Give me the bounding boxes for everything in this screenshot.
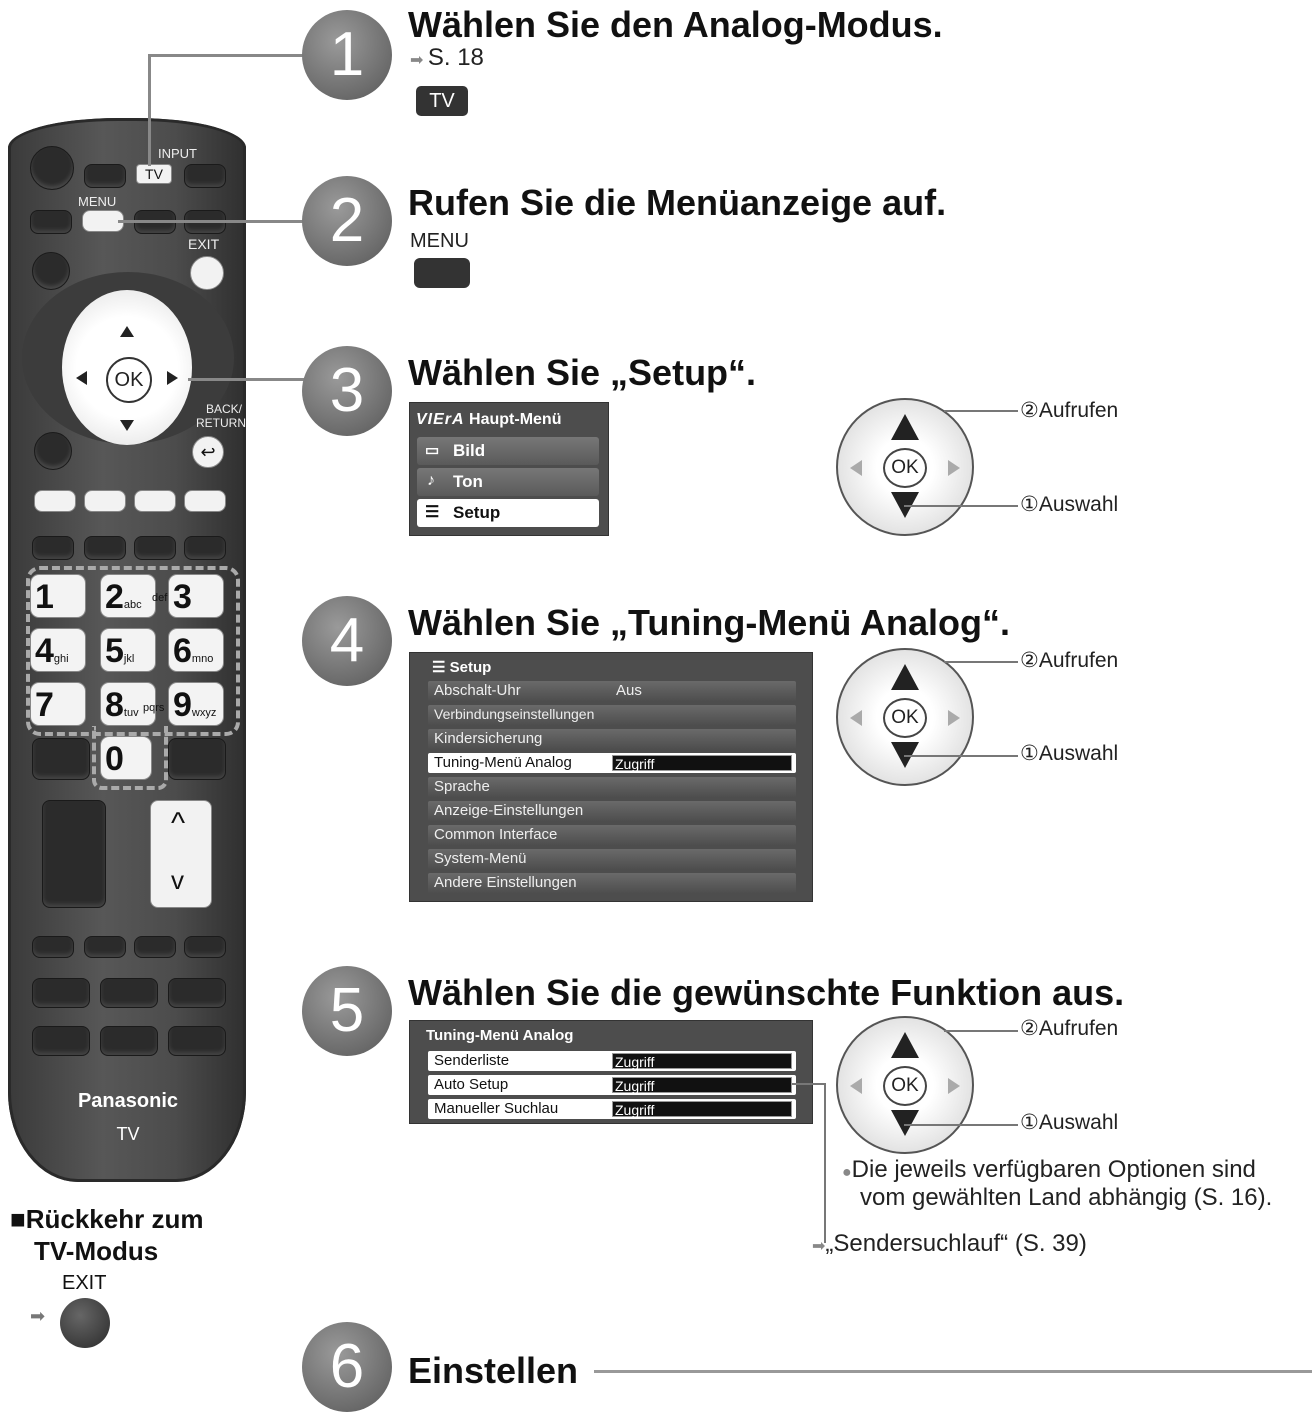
setup-row-selected[interactable]: Tuning-Menü Analog Zugriff [428, 753, 796, 773]
nav-down-icon [120, 420, 134, 431]
setup-row[interactable]: Verbindungseinstellungen [428, 705, 796, 725]
menu-item-ton[interactable]: ♪ Ton [417, 468, 599, 496]
menu-label: MENU [78, 194, 117, 209]
auswahl-label: ①Auswahl [1020, 742, 1119, 765]
ok-icon: OK [883, 1066, 927, 1106]
remote-button[interactable] [84, 936, 126, 958]
list-icon: ☰ [432, 659, 446, 676]
arrow-icon: ➡ [410, 52, 428, 69]
list-icon: ☰ [425, 504, 440, 521]
left-arrow-icon [850, 710, 862, 726]
color-key[interactable] [184, 490, 226, 512]
tuning-row[interactable]: Manueller Suchlau Zugriff [428, 1099, 796, 1119]
ok-icon: OK [883, 698, 927, 738]
remote-button[interactable] [32, 1026, 90, 1056]
input-label: INPUT [158, 146, 197, 161]
remote-button[interactable] [134, 936, 176, 958]
music-note-icon: ♪ [427, 472, 435, 489]
nav-up-icon [120, 326, 134, 337]
callout-line [944, 661, 1018, 663]
setup-row[interactable]: Abschalt-Uhr Aus [428, 681, 796, 701]
right-arrow-icon [948, 710, 960, 726]
setup-menu-panel [409, 652, 813, 902]
tuning-menu-panel [409, 1020, 813, 1124]
callout-line [792, 1083, 826, 1085]
nav-right-icon [167, 371, 178, 385]
step-4-badge: 4 [302, 596, 392, 686]
return-heading-2: TV-Modus [34, 1236, 159, 1266]
left-arrow-icon [850, 460, 862, 476]
arrow-icon: ➡ [30, 1306, 46, 1326]
callout-line [188, 378, 308, 381]
main-menu-title: VIErA Haupt-Menü [416, 411, 562, 428]
arrow-icon: ➡ [812, 1238, 826, 1255]
remote-button[interactable] [32, 978, 90, 1008]
step-3-heading: Wählen Sie „Setup“. [408, 352, 757, 393]
setup-menu-title: ☰ Setup [432, 659, 492, 676]
right-arrow-icon [948, 1078, 960, 1094]
right-arrow-icon [948, 460, 960, 476]
step-3-badge: 3 [302, 346, 392, 436]
callout-line [944, 1030, 1018, 1032]
key-0[interactable]: 0 [100, 736, 152, 780]
brand-logo: Panasonic [77, 1090, 179, 1112]
step-1-ref: ➡ S. 18 [410, 44, 484, 71]
back-label: BACK/ [206, 402, 243, 416]
callout-line [148, 54, 308, 57]
screen-icon: ▭ [425, 442, 440, 459]
return-heading: ■Rückkehr zum [10, 1204, 204, 1234]
remote-button[interactable] [134, 536, 176, 560]
power-button[interactable] [30, 146, 74, 190]
menu-caption: MENU [410, 230, 469, 252]
remote-button[interactable] [184, 536, 226, 560]
exit-caption: EXIT [62, 1272, 107, 1294]
down-arrow-icon [891, 1110, 919, 1136]
dpad-diagram [836, 1016, 974, 1154]
callout-line [904, 505, 1018, 507]
remote-button[interactable] [168, 1026, 226, 1056]
key-4[interactable]: 4ghi [30, 628, 86, 672]
model-label: TV [116, 1124, 140, 1144]
step-5-badge: 5 [302, 966, 392, 1056]
remote-button[interactable] [168, 978, 226, 1008]
up-arrow-icon [891, 1032, 919, 1058]
key-1[interactable]: 1 [30, 574, 86, 618]
up-arrow-icon [891, 664, 919, 690]
setup-row[interactable]: Sprache [428, 777, 796, 797]
remote-button[interactable] [32, 936, 74, 958]
note-line-1: ●Die jeweils verfügbaren Optionen sind [842, 1156, 1256, 1183]
volume-rocker[interactable] [42, 800, 106, 908]
step-1-heading: Wählen Sie den Analog-Modus. [408, 4, 943, 45]
step-2-heading: Rufen Sie die Menüanzeige auf. [408, 182, 947, 223]
nav-left-icon [76, 371, 87, 385]
return-label: RETURN [196, 416, 246, 430]
key-9[interactable]: 9wxyz [168, 682, 224, 726]
bullet-icon: ● [842, 1164, 852, 1181]
key-3-sub: def [152, 592, 168, 604]
step-5-heading: Wählen Sie die gewünschte Funktion aus. [408, 972, 1125, 1013]
remote-button[interactable] [100, 1026, 158, 1056]
setup-row[interactable]: Anzeige-Einstellungen [428, 801, 796, 821]
remote-button[interactable] [168, 738, 226, 780]
key-8[interactable]: 8tuv [100, 682, 156, 726]
note-line-2: vom gewählten Land abhängig (S. 16). [860, 1184, 1273, 1211]
channel-up-icon[interactable]: ^ [171, 807, 186, 840]
remote-button[interactable] [34, 432, 72, 470]
step-1-badge: 1 [302, 10, 392, 100]
callout-line [118, 220, 308, 223]
step-6-heading: Einstellen [408, 1350, 579, 1391]
dpad-diagram [836, 398, 974, 536]
remote-button[interactable] [32, 536, 74, 560]
tv-button-icon: TV [416, 86, 468, 116]
tuning-row[interactable]: Auto Setup Zugriff [428, 1075, 796, 1095]
return-icon[interactable]: ↩ [192, 436, 224, 468]
tv-button[interactable]: TV [136, 164, 172, 184]
main-menu-panel [409, 402, 609, 536]
sendersuchlauf-ref: ➡„Sendersuchlauf“ (S. 39) [812, 1230, 1087, 1257]
setup-row[interactable]: Common Interface [428, 825, 796, 845]
tuning-row[interactable]: Senderliste Zugriff [428, 1051, 796, 1071]
auswahl-label: ①Auswahl [1020, 1111, 1119, 1134]
setup-row[interactable]: Kindersicherung [428, 729, 796, 749]
setup-row[interactable]: Andere Einstellungen [428, 873, 796, 893]
key-3[interactable]: 3 [168, 574, 224, 618]
aufrufen-label: ②Aufrufen [1020, 649, 1119, 672]
remote-button[interactable] [32, 738, 90, 780]
step-4-heading: Wählen Sie „Tuning-Menü Analog“. [408, 602, 1010, 643]
remote-button[interactable] [84, 164, 126, 188]
callout-line [824, 1083, 826, 1243]
menu-button-icon [414, 258, 470, 288]
callout-line [944, 410, 1018, 412]
remote-button[interactable] [32, 252, 70, 290]
key-6[interactable]: 6mno [168, 628, 224, 672]
key-7[interactable]: 7 [30, 682, 86, 726]
color-key[interactable] [84, 490, 126, 512]
ok-icon: OK [883, 448, 927, 488]
exit-button-icon[interactable] [60, 1298, 110, 1348]
dpad-diagram [836, 648, 974, 786]
setup-row[interactable]: System-Menü [428, 849, 796, 869]
step-2-badge: 2 [302, 176, 392, 266]
color-key[interactable] [34, 490, 76, 512]
input-button[interactable] [184, 164, 226, 188]
ok-button[interactable]: OK [106, 357, 152, 403]
remote-button[interactable] [100, 978, 158, 1008]
key-5[interactable]: 5jkl [100, 628, 156, 672]
key-2[interactable]: 2abc [100, 574, 156, 618]
menu-item-bild[interactable]: ▭ Bild [417, 437, 599, 465]
callout-line [904, 1124, 1018, 1126]
channel-down-icon[interactable]: v [171, 865, 184, 895]
callout-line [904, 755, 1018, 757]
up-arrow-icon [891, 414, 919, 440]
color-key[interactable] [134, 490, 176, 512]
exit-label: EXIT [188, 236, 220, 252]
aufrufen-label: ②Aufrufen [1020, 399, 1119, 422]
key-7-sub: pqrs [143, 702, 165, 714]
tuning-menu-title: Tuning-Menü Analog [426, 1027, 574, 1044]
divider-line [594, 1370, 1312, 1373]
channel-rocker[interactable] [150, 800, 212, 908]
auswahl-label: ①Auswahl [1020, 493, 1119, 516]
remote-button[interactable] [184, 936, 226, 958]
step-6-badge: 6 [302, 1322, 392, 1412]
exit-button[interactable] [190, 256, 224, 290]
left-arrow-icon [850, 1078, 862, 1094]
remote-button[interactable] [30, 210, 72, 234]
menu-item-setup[interactable]: ☰ Setup [417, 499, 599, 527]
aufrufen-label: ②Aufrufen [1020, 1017, 1119, 1040]
callout-line [148, 54, 151, 166]
remote-button[interactable] [84, 536, 126, 560]
